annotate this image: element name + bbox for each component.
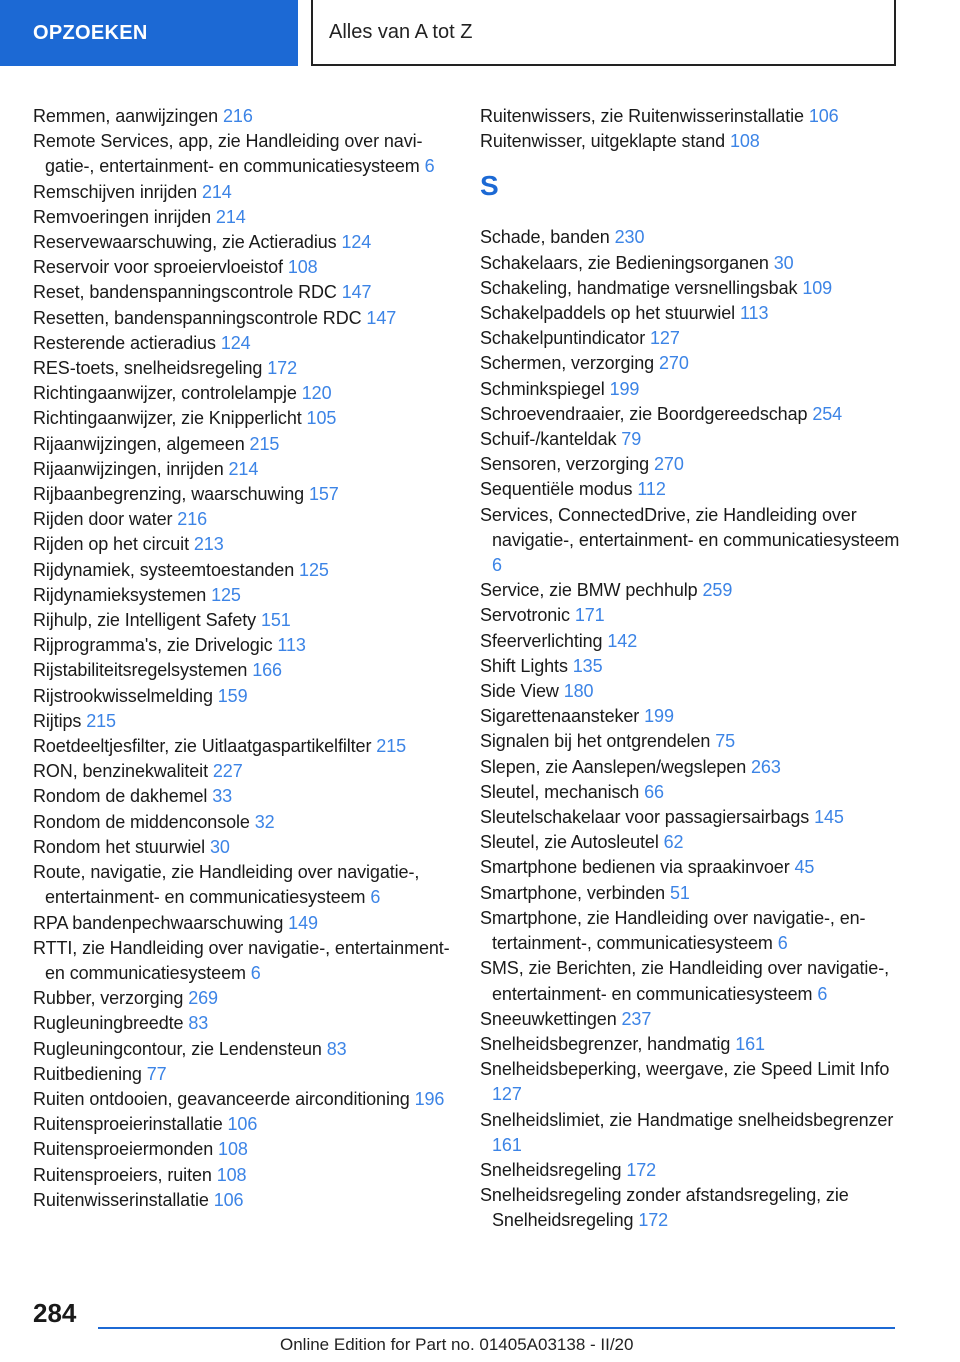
index-entry-text: Sleutelschakelaar voor passagiersairbags bbox=[480, 807, 810, 828]
index-entry bbox=[33, 180, 451, 205]
page-reference-link[interactable]: 6 bbox=[777, 933, 788, 954]
index-entry bbox=[480, 1032, 900, 1057]
chapter-title-text: Alles van A tot Z bbox=[329, 20, 473, 43]
index-entry-text: Side View bbox=[480, 681, 559, 702]
index-entry bbox=[480, 276, 900, 301]
page-reference-link[interactable]: 108 bbox=[287, 257, 318, 278]
index-entry-text: Snelheidsbeperking, weergave, zie Speed Limit Info bbox=[480, 1059, 890, 1080]
page-reference-link[interactable]: 109 bbox=[802, 277, 833, 298]
page-reference-link[interactable]: 161 bbox=[735, 1033, 765, 1054]
index-entry-text: RTTI, zie Handleiding over navigatie-, entertainment- en communicatiesysteem bbox=[33, 937, 450, 983]
index-entry bbox=[480, 452, 900, 477]
index-entry bbox=[33, 255, 451, 280]
index-entry-text: Remmen, aanwijzingen bbox=[33, 106, 219, 126]
index-entry-text: Schermen, verzorging bbox=[480, 353, 655, 374]
index-entry-text: Schakelpuntindicator bbox=[480, 328, 646, 349]
page-reference-link[interactable]: 83 bbox=[188, 1013, 209, 1034]
page-reference-link[interactable]: 145 bbox=[814, 807, 844, 828]
index-entry bbox=[33, 1188, 451, 1213]
index-entry bbox=[480, 377, 900, 402]
page-reference-link[interactable]: 127 bbox=[492, 1084, 522, 1105]
index-entry-text: Richtingaanwijzer, controlelampje bbox=[33, 383, 297, 404]
index-entry bbox=[33, 457, 451, 482]
index-entry-text: Ruitenwisserinstallatie bbox=[33, 1189, 209, 1210]
index-entry-text: Snelheidsregeling zonder afstandsregeling, zie Snelheidsregeling bbox=[480, 1185, 849, 1231]
index-entry-text: Route, navigatie, zie Handleiding over navigatie-, entertainment- en communicatiesysteem bbox=[33, 862, 420, 908]
index-entry bbox=[33, 759, 451, 784]
index-entry bbox=[33, 1137, 451, 1162]
index-entry bbox=[480, 629, 900, 654]
page-reference-link[interactable]: 172 bbox=[626, 1159, 657, 1180]
index-entry-text: Sleutel, mechanisch bbox=[480, 781, 640, 802]
index-entry bbox=[480, 679, 900, 704]
page-reference-link[interactable]: 79 bbox=[621, 429, 642, 450]
section-tab-label: OPZOEKEN bbox=[33, 21, 148, 44]
index-entry bbox=[480, 1007, 900, 1032]
section-tab[interactable] bbox=[0, 0, 298, 66]
index-entry-text: Schade, banden bbox=[480, 227, 610, 248]
index-entry-text: Rondom de middenconsole bbox=[33, 811, 250, 832]
index-entry-text: Slepen, zie Aanslepen/wegslepen bbox=[480, 756, 747, 777]
index-entry bbox=[33, 835, 451, 860]
page-reference-link[interactable]: 124 bbox=[341, 232, 372, 253]
page-reference-link[interactable]: 6 bbox=[424, 156, 435, 177]
index-entry bbox=[33, 734, 451, 759]
index-entry bbox=[33, 306, 451, 331]
edition-footer: Online Edition for Part no. 01405A03138 - II/20 bbox=[280, 1335, 634, 1354]
index-entry-text: Rijprogramma's, zie Drivelogic bbox=[33, 635, 273, 656]
index-entry-text: Remote Services, app, zie Handleiding over navigatie-, entertainment- en communicatiesysteem bbox=[33, 131, 423, 177]
page-reference-link[interactable]: 147 bbox=[366, 307, 397, 328]
index-entry bbox=[480, 1158, 900, 1183]
index-entry bbox=[33, 633, 451, 658]
page-reference-link[interactable]: 113 bbox=[277, 635, 306, 656]
page-reference-link[interactable]: 106 bbox=[227, 1114, 258, 1135]
index-entry bbox=[33, 658, 451, 683]
page-reference-link[interactable]: 30 bbox=[773, 252, 794, 273]
index-entry bbox=[33, 709, 451, 734]
index-group-s bbox=[480, 225, 900, 1233]
index-entry-text: SMS, zie Berichten, zie Handleiding over navigatie-, entertainment- en communicatiesysteem bbox=[480, 958, 890, 1004]
index-entry-text: Reservewaarschuwing, zie Actieradius bbox=[33, 232, 337, 253]
page-reference-link[interactable]: 199 bbox=[609, 378, 640, 399]
index-entry bbox=[480, 477, 900, 502]
index-entry-text: Services, ConnectedDrive, zie Handleiding over navigatie-, entertainment- en communicatiesysteem bbox=[480, 504, 900, 550]
index-entry bbox=[480, 654, 900, 679]
page-reference-link[interactable]: 199 bbox=[644, 706, 674, 727]
index-entry bbox=[480, 427, 900, 452]
page-reference-link[interactable]: 215 bbox=[376, 736, 407, 757]
index-entry-text: Snelheidslimiet, zie Handmatige snelheidsbegrenzer bbox=[480, 1109, 894, 1130]
page-reference-link[interactable]: 108 bbox=[218, 1139, 248, 1160]
chapter-title bbox=[311, 0, 896, 66]
index-entry bbox=[33, 230, 451, 255]
index-entry bbox=[480, 104, 900, 129]
index-entry bbox=[480, 704, 900, 729]
page-reference-link[interactable]: 214 bbox=[228, 458, 259, 479]
index-entry-text: Schuif-/kanteldak bbox=[480, 429, 617, 450]
index-entry bbox=[480, 301, 900, 326]
index-entry-text: Servotronic bbox=[480, 605, 570, 626]
page-reference-link[interactable]: 269 bbox=[188, 988, 218, 1009]
index-entry bbox=[480, 830, 900, 855]
index-entry-text: Snelheidsregeling bbox=[480, 1159, 622, 1180]
index-entry-text: Ruitensproeiers, ruiten bbox=[33, 1164, 212, 1185]
index-entry-text: Smartphone bedienen via spraakinvoer bbox=[480, 857, 790, 878]
page-reference-link[interactable]: 172 bbox=[267, 358, 297, 379]
index-entry bbox=[33, 482, 451, 507]
index-entry bbox=[33, 784, 451, 809]
page-reference-link[interactable]: 157 bbox=[308, 484, 339, 505]
index-entry bbox=[480, 729, 900, 754]
page-reference-link[interactable]: 108 bbox=[729, 131, 760, 152]
page-reference-link[interactable]: 125 bbox=[299, 559, 329, 580]
page-reference-link[interactable]: 180 bbox=[563, 681, 594, 702]
page-reference-link[interactable]: 142 bbox=[607, 630, 638, 651]
index-entry bbox=[33, 684, 451, 709]
index-entry-text: Remschijven inrijden bbox=[33, 181, 198, 202]
page-reference-link[interactable]: 125 bbox=[211, 584, 241, 605]
index-entry-text: Schakeling, handmatige versnellingsbak bbox=[480, 277, 798, 298]
page-reference-link[interactable]: 237 bbox=[621, 1008, 652, 1029]
index-entry-text: Ruitbediening bbox=[33, 1063, 142, 1084]
index-entry-text: Sfeerverlichting bbox=[480, 630, 603, 651]
page-reference-link[interactable]: 159 bbox=[217, 685, 248, 706]
index-entry-text: Reservoir voor sproeiervloeistof bbox=[33, 257, 283, 278]
index-entry bbox=[33, 381, 451, 406]
page-reference-link[interactable]: 6 bbox=[370, 887, 381, 908]
page-reference-link[interactable]: 259 bbox=[702, 580, 733, 601]
page-reference-link[interactable]: 230 bbox=[614, 227, 645, 248]
index-entry bbox=[33, 406, 451, 431]
page-reference-link[interactable]: 254 bbox=[812, 403, 843, 424]
index-entry-text: Rijdynamiek, systeemtoestanden bbox=[33, 559, 295, 580]
index-entry bbox=[480, 129, 900, 154]
page-reference-link[interactable]: 215 bbox=[249, 433, 280, 454]
index-entry bbox=[480, 780, 900, 805]
page-number: 284 bbox=[33, 1298, 77, 1328]
index-entry-text: Resetten, bandenspanningscontrole RDC bbox=[33, 307, 362, 328]
index-entry bbox=[480, 251, 900, 276]
index-entry bbox=[33, 1087, 451, 1112]
index-entry-text: Schakelpaddels op het stuurwiel bbox=[480, 303, 736, 324]
index-entry bbox=[480, 351, 900, 376]
index-entry bbox=[33, 1037, 451, 1062]
page-reference-link[interactable]: 215 bbox=[86, 710, 116, 731]
index-entry-text: Rijtips bbox=[33, 710, 82, 731]
index-entry bbox=[480, 578, 900, 603]
page-reference-link[interactable]: 196 bbox=[414, 1088, 445, 1109]
page-reference-link[interactable]: 270 bbox=[659, 353, 689, 374]
index-entry-text: Ruitensproeierinstallatie bbox=[33, 1114, 223, 1135]
index-entry bbox=[480, 956, 900, 1006]
page-reference-link[interactable]: 127 bbox=[650, 328, 680, 349]
page-reference-link[interactable]: 106 bbox=[213, 1189, 244, 1210]
index-entry bbox=[33, 810, 451, 835]
page-reference-link[interactable]: 62 bbox=[663, 832, 684, 853]
index-entry bbox=[33, 280, 451, 305]
index-entry-text: Reset, bandenspanningscontrole RDC bbox=[33, 282, 337, 303]
index-entry bbox=[480, 402, 900, 427]
index-entry-text: Rijden door water bbox=[33, 509, 173, 530]
index-entry bbox=[480, 503, 900, 579]
footer-divider bbox=[98, 1327, 895, 1329]
page-reference-link[interactable]: 45 bbox=[794, 857, 815, 878]
page-reference-link[interactable]: 51 bbox=[669, 882, 690, 903]
page-reference-link[interactable]: 270 bbox=[654, 454, 684, 475]
index-entry bbox=[480, 881, 900, 906]
index-entry-text: Remvoeringen inrijden bbox=[33, 206, 211, 227]
page-reference-link[interactable]: 213 bbox=[193, 534, 224, 555]
page-reference-link[interactable]: 106 bbox=[808, 106, 839, 126]
index-entry-text: Sequentiële modus bbox=[480, 479, 633, 500]
index-entry-text: Rijdynamieksystemen bbox=[33, 584, 207, 605]
page-reference-link[interactable]: 108 bbox=[216, 1164, 247, 1185]
index-entry-text: Rijhulp, zie Intelligent Safety bbox=[33, 610, 257, 631]
index-entry-text: Rijstabiliteitsregelsystemen bbox=[33, 660, 248, 681]
index-entry bbox=[33, 129, 451, 179]
page-reference-link[interactable]: 135 bbox=[572, 655, 603, 676]
index-entry-text: Signalen bij het ontgrendelen bbox=[480, 731, 711, 752]
index-entry-text: Schminkspiegel bbox=[480, 378, 605, 399]
page-reference-link[interactable]: 214 bbox=[201, 181, 232, 202]
page-reference-link[interactable]: 166 bbox=[252, 660, 282, 681]
page-reference-link[interactable]: 120 bbox=[301, 383, 332, 404]
index-entry-text: Rijden op het circuit bbox=[33, 534, 189, 555]
index-entry bbox=[480, 1057, 900, 1107]
page-reference-link[interactable]: 171 bbox=[574, 605, 605, 626]
index-entry-text: Ruitenwisser, uitgeklapte stand bbox=[480, 131, 726, 152]
page-reference-link[interactable]: 151 bbox=[260, 610, 291, 631]
page-reference-link[interactable]: 216 bbox=[223, 106, 253, 126]
page-reference-link[interactable]: 214 bbox=[215, 206, 246, 227]
index-entry-text: Smartphone, zie Handleiding over navigatie-, entertainment-, communicatiesysteem bbox=[480, 907, 866, 954]
page-reference-link[interactable]: 161 bbox=[492, 1134, 522, 1155]
index-entry-text: Service, zie BMW pechhulp bbox=[480, 580, 698, 601]
page-reference-link[interactable]: 113 bbox=[739, 303, 769, 324]
index-entry-text: Sleutel, zie Autosleutel bbox=[480, 832, 659, 853]
page-reference-link[interactable]: 216 bbox=[177, 509, 208, 530]
index-entry-text: Rijstrookwisselmelding bbox=[33, 685, 213, 706]
index-entry-text: Ruitenwissers, zie Ruitenwisserinstallatie bbox=[480, 106, 804, 126]
index-entry-text: Ruiten ontdooien, geavanceerde airconditioning bbox=[33, 1088, 410, 1109]
page-reference-link[interactable]: 75 bbox=[715, 731, 736, 752]
page-reference-link[interactable]: 105 bbox=[306, 408, 337, 429]
index-entry bbox=[33, 507, 451, 532]
index-entry-text: Resterende actieradius bbox=[33, 332, 216, 353]
page-reference-link[interactable]: 77 bbox=[146, 1063, 167, 1084]
index-entry-text: RON, benzinekwaliteit bbox=[33, 761, 208, 782]
index-entry-text: Sensoren, verzorging bbox=[480, 454, 650, 475]
index-entry bbox=[480, 225, 900, 250]
index-entry bbox=[480, 603, 900, 628]
index-entry bbox=[33, 558, 451, 583]
index-entry-text: Rijaanwijzingen, algemeen bbox=[33, 433, 245, 454]
index-entry-text: Rugleuningbreedte bbox=[33, 1013, 184, 1034]
index-entry-text: Ruitensproeiermonden bbox=[33, 1139, 214, 1160]
index-entry bbox=[480, 805, 900, 830]
index-entry bbox=[480, 906, 900, 956]
page-reference-link[interactable]: 227 bbox=[212, 761, 243, 782]
page-reference-link[interactable]: 30 bbox=[210, 836, 230, 857]
index-entry-text: Richtingaanwijzer, zie Knipperlicht bbox=[33, 408, 302, 429]
index-entry bbox=[33, 1062, 451, 1087]
index-entry bbox=[33, 608, 451, 633]
index-entry bbox=[33, 331, 451, 356]
index-entry bbox=[480, 755, 900, 780]
page-reference-link[interactable]: 83 bbox=[326, 1038, 347, 1059]
index-entry-text: RPA bandenpechwaarschuwing bbox=[33, 912, 284, 933]
index-entry-text: Rubber, verzorging bbox=[33, 988, 184, 1009]
index-entry-text: Schroevendraaier, zie Boordgereedschap bbox=[480, 403, 808, 424]
page-reference-link[interactable]: 66 bbox=[644, 781, 664, 802]
index-entry-text: Shift Lights bbox=[480, 655, 568, 676]
page-reference-link[interactable]: 147 bbox=[341, 282, 372, 303]
index-entry-text: Sigarettenaansteker bbox=[480, 706, 640, 727]
index-entry-text: Rondom het stuurwiel bbox=[33, 836, 206, 857]
page-reference-link[interactable]: 6 bbox=[250, 962, 261, 983]
index-column-right bbox=[480, 104, 900, 1234]
index-entry bbox=[33, 532, 451, 557]
index-entry bbox=[33, 205, 451, 230]
index-entry bbox=[480, 855, 900, 880]
page-reference-link[interactable]: 33 bbox=[212, 786, 233, 807]
index-entry bbox=[33, 860, 451, 910]
page-reference-link[interactable]: 263 bbox=[751, 756, 781, 777]
index-entry bbox=[33, 936, 451, 986]
page-reference-link[interactable]: 172 bbox=[638, 1210, 669, 1231]
index-entry bbox=[33, 356, 451, 381]
index-entry-text: Sneeuwkettingen bbox=[480, 1008, 617, 1029]
index-entry-text: Snelheidsbegrenzer, handmatig bbox=[480, 1033, 731, 1054]
index-entry bbox=[33, 104, 451, 129]
page-reference-link[interactable]: 149 bbox=[288, 912, 318, 933]
section-letter-heading: S bbox=[480, 170, 499, 202]
index-column-left bbox=[33, 104, 451, 1213]
index-entry-text: Smartphone, verbinden bbox=[480, 882, 666, 903]
index-group-r bbox=[480, 104, 900, 154]
index-entry bbox=[33, 911, 451, 936]
index-entry-text: Rugleuningcontour, zie Lendensteun bbox=[33, 1038, 322, 1059]
index-entry-text: Rijaanwijzingen, inrijden bbox=[33, 458, 224, 479]
page-reference-link[interactable]: 6 bbox=[492, 555, 502, 576]
page-reference-link[interactable]: 112 bbox=[637, 479, 666, 500]
index-entry bbox=[480, 326, 900, 351]
index-entry bbox=[33, 1112, 451, 1137]
page-reference-link[interactable]: 32 bbox=[254, 811, 275, 832]
index-entry bbox=[33, 986, 451, 1011]
index-entry-text: RES-toets, snelheidsregeling bbox=[33, 358, 263, 379]
index-entry-text: Rondom de dakhemel bbox=[33, 786, 208, 807]
index-entry-text: Roetdeeltjesfilter, zie Uitlaatgaspartikelfilter bbox=[33, 736, 372, 757]
index-entry bbox=[33, 432, 451, 457]
page-reference-link[interactable]: 6 bbox=[817, 983, 828, 1004]
page-reference-link[interactable]: 124 bbox=[220, 332, 251, 353]
index-entry-text: Schakelaars, zie Bedieningsorganen bbox=[480, 252, 769, 273]
index-entry-text: Rijbaanbegrenzing, waarschuwing bbox=[33, 484, 305, 505]
index-entry bbox=[33, 583, 451, 608]
index-entry bbox=[33, 1011, 451, 1036]
index-entry bbox=[480, 1183, 900, 1233]
index-entry bbox=[33, 1163, 451, 1188]
index-entry bbox=[480, 1108, 900, 1158]
